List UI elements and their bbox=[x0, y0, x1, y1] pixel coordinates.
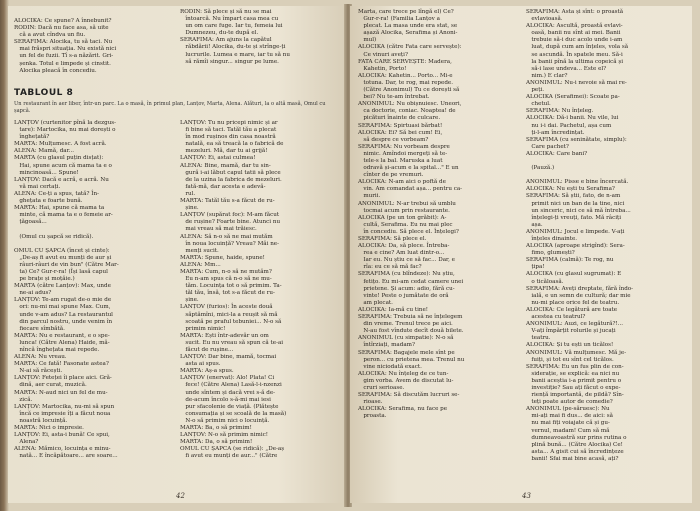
right-col1: Marta, care trece pe lîngă el) Ce? Gur-r-ra! (Familia Lanțov a plecat. La masa unde era stat, se așază Alocika, Serafima și Anoni- mul) ALOCIKA (către Fata care servește): Ce vinuri aveți? FATA CARE SERVEȘTE: Madera, Kahetin, Porto! ALOCIKA: Kahetin... Porto... Mi-e totuna. Dar, te rog, mai repede. (Către Anonimul) Tu ce dorești să bei? Nu te-am întrebat. ANONIMUL: Nu obișnuiesc. Uneori, ca doctorie, coniac. Noaptea! de picături înainte de culcare. SERAFIMA: Spirtuasi bărbat! ALOCIKA: Ei? Să bei cum! Ei, să despre ce vorbeam? SERAFIMA: Nu vorbeam despre nimic. Amîndoi mergeți să te- tele-s la bal. Maruska a luat odravă și-acum e la spital..." E un cînter de pe vremuri. ALOCIKA: N-am aici o poftă de vin. Am comandat așa... pentru ca- murii. ANONIMUL: N-ar trebui să umblu tocmai acum prin restaurante. ALOCIKA (pe un ton grăbit): A- cultă, Serafima. Eu nu mai plec în concediu. Să plece el. Înțelegi? SERAFIMA: Să plece el. ALOCIKA: Da, să plece. Întreba- rea e cine? Am luat dintr-o... Iar eu. Nu știu ce să fac... Dar, e rîa: eu ce să mă fac? SERAFIMA (cu blîndeze): Nu știu, fetițo. Eu mi-am cedat camere unei prietene. Și acum: adio, fără cu- vinte! Peste o jumătate de oră am plecat. ALOCIKA: Ia-mă cu tine! SERAFIMA: Trebuia să ne înțelegem din vreme. Trenul trece pe aici. N-au fost vîndute decît două bilete. ANONIMUL (cu simpatie): N-o să întîrziați, madam? SERAFIMA: Bagajele mele sînt pe peron... cu prietena mea. Trenul nu vine niciodată exact. ALOCIKA: Nu înțeleg de ce tun- gim vorba. Avem de discutat lu- cruri serioase. SERAFIMA: Să discutăm lucruri se- rioase. ALOCIKA: Serafima, nu face pe proasta. bbox=[358, 9, 465, 420]
page-number-left: 42 bbox=[176, 492, 185, 500]
left-page bbox=[8, 6, 346, 503]
left-col2-top: RODIN: Să plece și să nu se mai întoarcă. Nu împart casa mea cu un om care fuge. Iar tu, femeia lui Dumnezeu, du-te după el. SERAFIMA: Am ajuns la capătul răbdării! Alocika, du-te și strînge-ți lucrurile. Lumea e mare, iar tu să nu să rămîi singur... singur pe lume. bbox=[180, 9, 290, 65]
right-col2: SERAFIMA: Asta și sînt: o proastă evlavioasă. ALOCIKA: Ascultă, proastă evlavi- oasă, banii nu sînt ai mei. Banii trebuie să-i duc acolo unde i-am luat, după cum am înțeles, vola să se ascundă. În spatele meu. Să-i la banii pînă la ultima copeică și să-i lase undeva... Este el? nim.) E clar? ANONIMUL: Nu-i nevoie să mai re- peți. ALOCIKA (Serafimei): Scoate pa- chetul. SERAFIMA: Nu înțeleg. ALOCIKA: Dă-i banii. Nu vile, lui nu i-i dai. Pachetul, așa cum ți-l-am încredințat. SERAFIMA (cu seninătate, simplu): Care pachet? ALOCIKA: Care bani? (Pauză.) ANONIMUL: Pisse e bine încercată. ALOCIKA: Nu ești tu Serafima? SERAFIMA: Să știi, fato, de n-am primit nici un ban de la tine, nici un sinceric, nici ce să mă întreba... înțelegi-ți vreuți, fato. Mă râciți așa. ANONIMUL: Jocul e limpede. V-ați înțeles dinainte. ALOCIKA (aproape strigînd): Sera- fimo, glumești? SERAFIMA (calmă): Te rog, nu țipa! ALOCIKA (cu glasul sugrumat): E o ticăloasă. SERAFIMA: Aveți dreptate, fără îndo- ială, e un semn de cultură; dar mie nu-mi place orice fel de teatru. ALOCIKA: Ce legătură are toate acestea cu teatrul? ANONIMUL: Auzi, ce legătură?!... V-ați împărțit rolurile și jucați teatru. ALOCIKA: Și tu ești un ticălos! ANONIMUL: Vă mulțumesc. Mă je- fuiți, și tot eu sînt cel ticălos. SERAFIMA: Eu un fus plin de con- siderație, se explică: ea nici nu banii aceștia i-a primit pentru o investiție? Sau ați făcut o expe- riență importantă, de pildă? Sîn- teți poate autor de comedie? ANONIMUL (pe-săruesc): Nu mi-ați mai fi dus... de aici: să nu mai fiți voiajate că și gu- vernul, madam! Cum să mă dumneavoastră sur prins rutina o plină bună... (Către Alocika) Ce! asta... A gisit cui să încredințeze banii! Sfai mai bine acasă, ați? bbox=[526, 9, 634, 462]
stage-direction: Un restaurant în aer liber, într-un parc. La o masă, în primul plan, Lanțov, Marta, Alena. Alături, la o altă masă, Omul cu șapcă. bbox=[14, 101, 326, 114]
left-col2: LANȚOV: Tu nu pricepi nimic și ar fi bine să taci. Tatăl tău a plecat în mod rușinos din casa noastră natală, ea să treacă la o fabrică de mezeluri. Mă, dar tu ai grijă! LANȚOV: Ei, astai culmea! ALENA: Bine, mamă, dar tu sin- gură i-ai lăbut capul tatii să plece de la uzina la fabrica de mezeluri. fată-mă, dar acesta e adevă- rul. MARTA: Tatăl tău s-a făcut de ru- șine. LANȚOV (supărat foc): M-am făcut de rușine? Foarte bine. Atunci nu mai vreau să mai trăiesc. ALENA: Să n-o să ne mai mutăm în noua locuință? Vreau? Măi ne- menți sucit. MARTA: Spune, haide, spune! ALENA: Mm... MARTA: Cum, n-o să ne mutăm? Eu n-am spus că n-o să ne mu- tăm. Locuința tot o să primim. Ta- tăl tău, însă, tot s-a făcut de ru- șine. LANȚOV (furios): În aceste două săptămîni, mici-la a reușit să mă scoată pe praful tebuniei... N-o să primim nimic! MARTA: Ești într-adevăr un om sucit. Eu nu vreau să spun că te-ai făcut de rușine... LANȚOV: Dar bine, mamă, tocmai asta ai spus. MARTA: Aș-a spus. LANȚOV (enervat): Alo! Plata! Ci fece! (Către Alena) Lasă-l-i-nzenzi unde sîntem și dacă vrei s-ă de- de-acum încolo s-ă-mi mai iesi pur sfacolenie de viață. (Plătește consumația și se scoală de la masă) N-o să primim nici o locuință. MARTA: Ba, o să primim! LANȚOV: N-o să primim nimic! MARTA: Da, o să primim! OMUL CU ȘAPCA (se ridică): „De-aș fi avut eu munți de aur..." (Către bbox=[180, 120, 287, 460]
tablou-heading: TABLOUL 8 bbox=[14, 88, 74, 98]
page-number-right: 43 bbox=[522, 492, 531, 500]
left-col1: LANȚOV (curtenitor pînă la dezgus- tare): Martocika, nu mai dorești o înghețată? MARTA: Mulțumesc. A fost acră. ALENA: Mamă, dar... MARTA (cu glasul puțin disțat): Hai, spune acum că mama ta e o mincinoasă... Spune! LANȚOV: Dacă e acră, e acră. Nu vă mai certați. ALENA: Ce-ți a spus, tată? În- ghețata e foarte bună. MARTA: Hai, spune că mama ta minte, că mama ta e o femeie ar- țăgoasă... (Omul cu șapcă se ridică). OMUL CU ȘAPCA (încet și cinte): „De-aș fi avut eu munți de aur și râuri-râuri de vin bun" (Către Mar- ta) Ce? Gur-r-ra! (Își lasă capul pe brațe și moțăie.) MARTA (către Lanțov): Max, unde ne-ai adus? LANȚOV: Te-am rugat de-o mie de ori: nu-mi mai spune Max. Cum, unde v-am adus? La restaurantul din parcul nostru, unde venim în fiecare sîmbătă. MARTA: Nu e restaurant, e o spe- lunca! (Către Alena) Haide, mă- nîncă înghețata mai repede. ALENA: Nu vreau. MARTA: Ce fată! Fasonate astea? N-ai să răcești. LANȚOV: Feteței îi place aici. Gră- dină, aer curat, muzică. MARTA: N-aud nici un fel de mu- zică. LANȚOV: Martocika, nu-mi să spun încă ce impresie îți a făcut noua noastră locuință. MARTA: Nici o impresie. LANȚOV: Ei, asta-i bună! Ce spui, Alena? ALENA: Mămico, locuința e minu- nată... E încăpătoare... are soare... bbox=[14, 120, 119, 460]
right-page bbox=[350, 6, 692, 503]
left-col1-top: ALOCIKA: Ce spune? A înnebunit? RODIN: Dacă nu face asa, să uite că a avut cîndva un fiu. SERAFIMA: Alocika, tu să taci. Nu mai frăspri situația. Nu există nici un fel de fuzii. Tî s-a năzărit. Gri- șenka. Totul e limpede și cinstit. Alocika pleacă în concediu. bbox=[14, 18, 117, 74]
